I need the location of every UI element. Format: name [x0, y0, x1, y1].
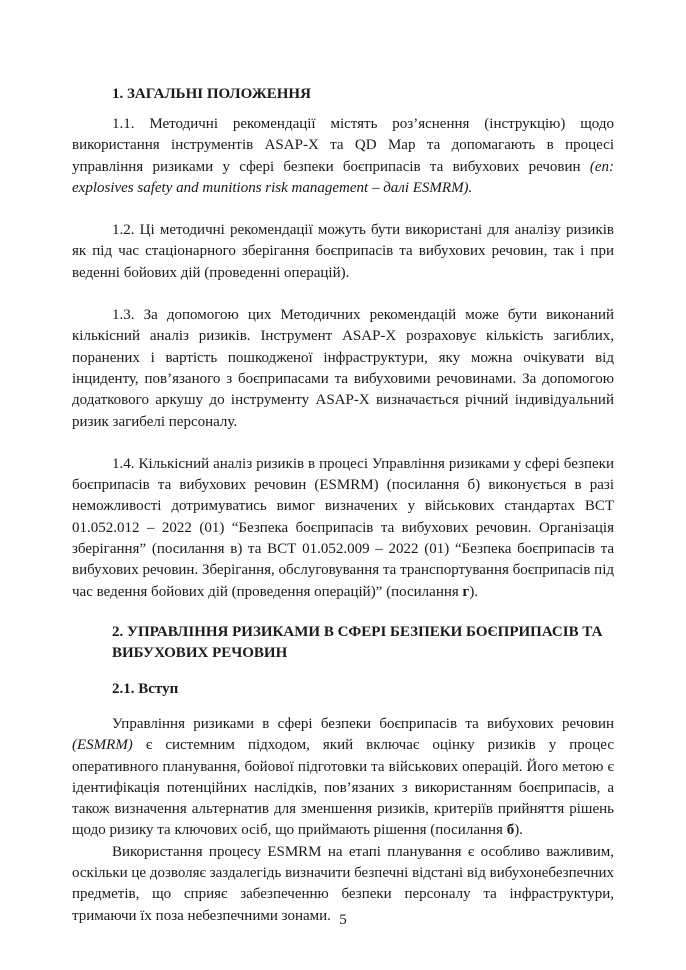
paragraph-1-1-italic: (en: explosives safety and munitions risk management – далі ESMRM). [72, 158, 614, 196]
paragraph-1-1 [72, 114, 614, 199]
paragraph-1-3: 1.3. За допомогою цих Методичних рекомендацій може бути виконаний кількісний аналіз ризиків. Інструмент ASAP-X розраховує кількість загиблих, поранених і вартість пошкодженої інфраструктури, яку можна очікувати від інциденту, пов’язаного з боєприпасами та вибуховими речовинами. За допомогою додаткового аркушу до інструменту ASAP-X визначається річний індивідуальний ризик загибелі персоналу. [72, 307, 614, 430]
paragraph-2-1-a [72, 714, 614, 842]
paragraph-1-1-text: 1.1. Методичні рекомендації містять роз’яснення (інструкцію) щодо використання інструментів ASAP-X та QD Map та допомагають в процесі управління ризиками у сфері безпеки боєприпасів та вибухових речовин [72, 116, 614, 175]
page-content [72, 76, 614, 927]
paragraph-2-1-b: Використання процесу ESMRM на етапі планування є особливо важливим, оскільки це дозволяє заздалегідь визначити безпечні відстані від вибухонебезпечних предметів, що сприяє забезпеченню безпеки персоналу та інфраструктури, тримаючи їх поза небезпечними зонами. [72, 843, 614, 924]
page-number: 5 [339, 912, 347, 928]
paragraph-1-4-text: 1.4. Кількісний аналіз ризиків в процесі Управління ризиками у сфері безпеки боєприпасів та вибухових речовин (ESMRM) (посилання б) виконується в разі неможливості дотримуватись вимог визначених у військових стандартах ВСТ 01.052.012 – 2022 (01) “Безпека боєприпасів та вибухових речовин. Організація зберігання” (посилання в) та ВСТ 01.052.009 – 2022 (01) “Безпека боєприпасів та вибухових речовин. Зберігання, обслуговування та транспортування боєприпасів під час ведення бойових дій (проведення операцій)” (посилання [72, 455, 614, 600]
paragraph-1-4-end: ). [469, 583, 479, 600]
paragraph-1-2: 1.2. Ці методичні рекомендації можуть бути використані для аналізу ризиків як під час стаціонарного зберігання боєприпасів та вибухових речовин, так і при веденні бойових дій (проведенні операцій). [72, 222, 614, 281]
paragraph-1-4 [72, 454, 614, 603]
paragraph-1-4-ref: г [462, 583, 470, 600]
paragraph-2-1-a-end: ). [514, 822, 523, 839]
section-1-heading: 1. ЗАГАЛЬНІ ПОЛОЖЕННЯ [112, 86, 311, 102]
paragraph-2-1-a-ref: б [506, 822, 515, 839]
section-2-heading: 2. УПРАВЛІННЯ РИЗИКАМИ В СФЕРІ БЕЗПЕКИ БОЄПРИПАСІВ ТА ВИБУХОВИХ РЕЧОВИН [112, 623, 603, 661]
paragraph-2-1-a-text: є системним підходом, який включає оцінку ризиків у процес оперативного планування, бойової підготовки та військових операцій. Його метою є ідентифікація потенційних наслідків, пов’язаних з використанням боєприпасів, а також визначення альтернатив для зменшення ризиків, критеріїв прийняття рішень щодо ризику та ключових осіб, що приймають рішення (посилання [72, 737, 614, 839]
paragraph-2-1-a-start: Управління ризиками в сфері безпеки боєприпасів та вибухових речовин [112, 715, 614, 732]
paragraph-2-1-a-italic: (ESMRM) [72, 737, 133, 754]
subsection-2-1-heading: 2.1. Вступ [112, 680, 179, 697]
